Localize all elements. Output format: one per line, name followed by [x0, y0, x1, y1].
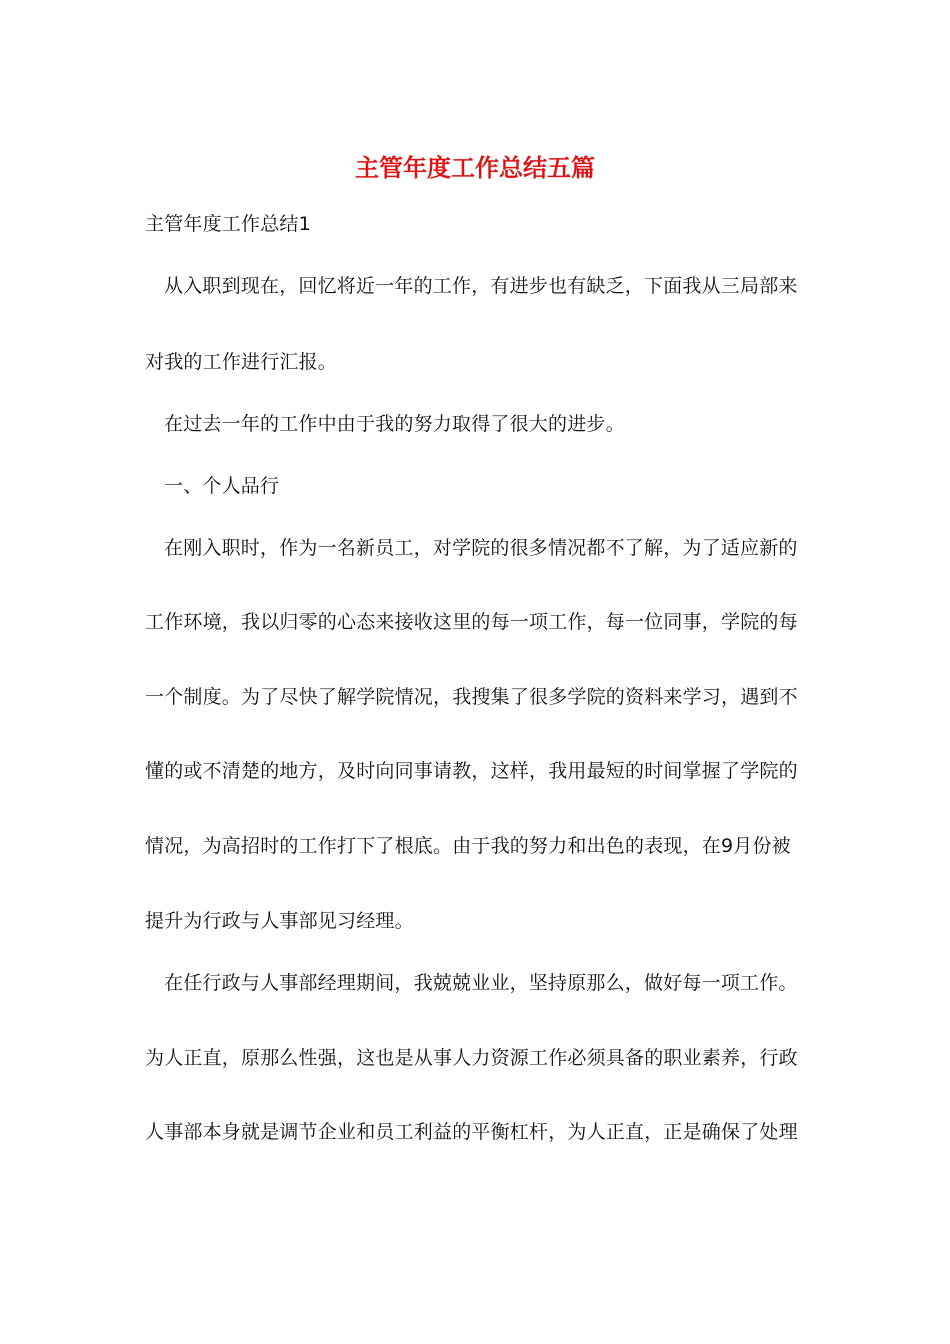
- paragraph-line: 对我的工作进行汇报。: [145, 351, 338, 373]
- section-heading: 主管年度工作总结1: [145, 213, 311, 235]
- paragraph-line: 人事部本身就是调节企业和员工利益的平衡杠杆，为人正直，正是确保了处理: [145, 1121, 798, 1143]
- paragraph-line: 从入职到现在，回忆将近一年的工作，有进步也有缺乏，下面我从三局部来: [164, 275, 798, 297]
- document-title: 主管年度工作总结五篇: [355, 154, 595, 182]
- paragraph-line: 在过去一年的工作中由于我的努力取得了很大的进步。: [164, 413, 625, 435]
- paragraph-line: 工作环境，我以归零的心态来接收这里的每一项工作，每一位同事，学院的每: [145, 611, 798, 633]
- paragraph-line: 一个制度。为了尽快了解学院情况，我搜集了很多学院的资料来学习，遇到不: [145, 686, 798, 708]
- paragraph-line: 为人正直，原那么性强，这也是从事人力资源工作必须具备的职业素养，行政: [145, 1047, 798, 1069]
- paragraph-line: 懂的或不清楚的地方，及时向同事请教，这样，我用最短的时间掌握了学院的: [145, 760, 798, 782]
- paragraph-line: 在任行政与人事部经理期间，我兢兢业业，坚持原那么，做好每一项工作。: [164, 972, 798, 994]
- subsection-heading: 一、个人品行: [164, 475, 280, 497]
- paragraph-line: 提升为行政与人事部见习经理。: [145, 910, 414, 932]
- paragraph-line: 情况，为高招时的工作打下了根底。由于我的努力和出色的表现，在9月份被: [145, 835, 791, 857]
- paragraph-line: 在刚入职时，作为一名新员工，对学院的很多情况都不了解，为了适应新的: [164, 537, 798, 559]
